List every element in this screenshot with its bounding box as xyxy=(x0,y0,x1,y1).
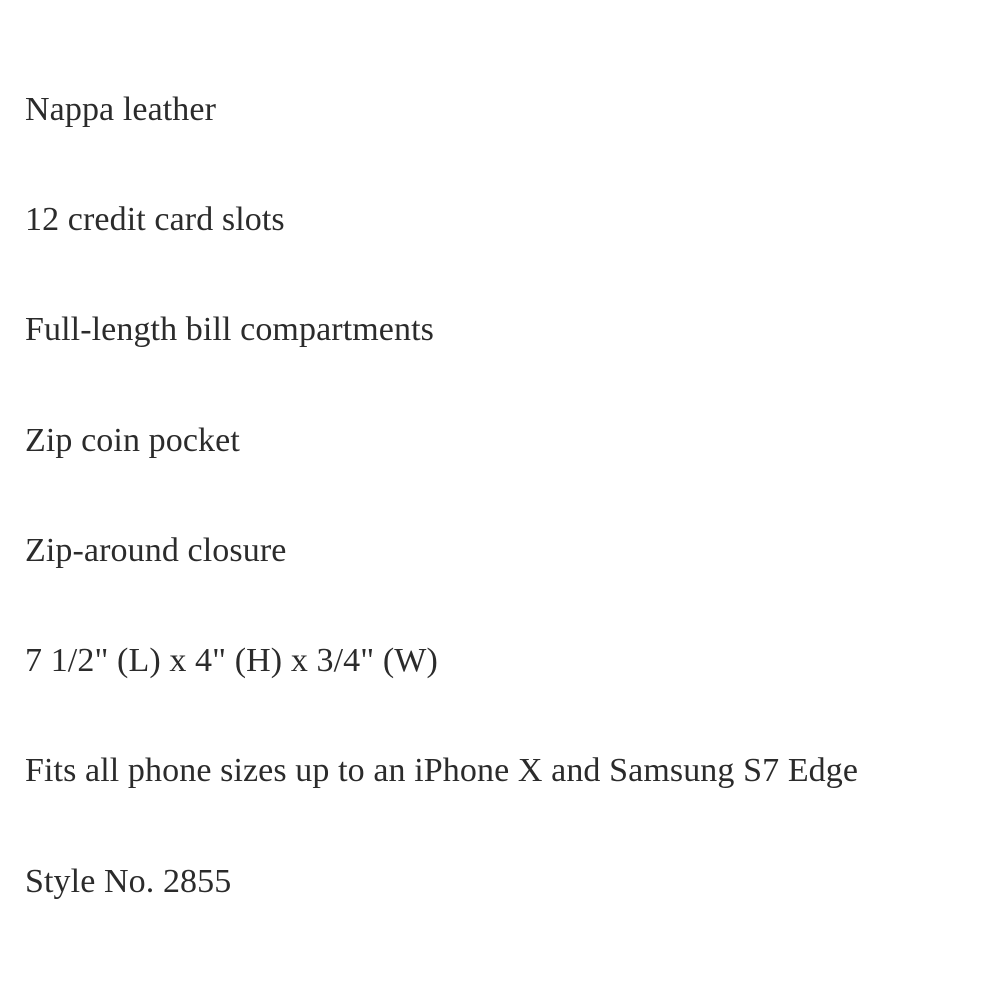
feature-style-number: Style No. 2855 xyxy=(25,863,232,900)
feature-card-slots: 12 credit card slots xyxy=(25,201,285,238)
feature-material: Nappa leather xyxy=(25,91,217,128)
feature-bill-compartments: Full-length bill compartments xyxy=(25,311,434,348)
feature-coin-pocket: Zip coin pocket xyxy=(25,422,240,459)
feature-dimensions: 7 1/2" (L) x 4" (H) x 3/4" (W) xyxy=(25,642,438,679)
feature-closure: Zip-around closure xyxy=(25,532,287,569)
feature-phone-fit: Fits all phone sizes up to an iPhone X and Samsung S7 Edge xyxy=(25,752,859,789)
